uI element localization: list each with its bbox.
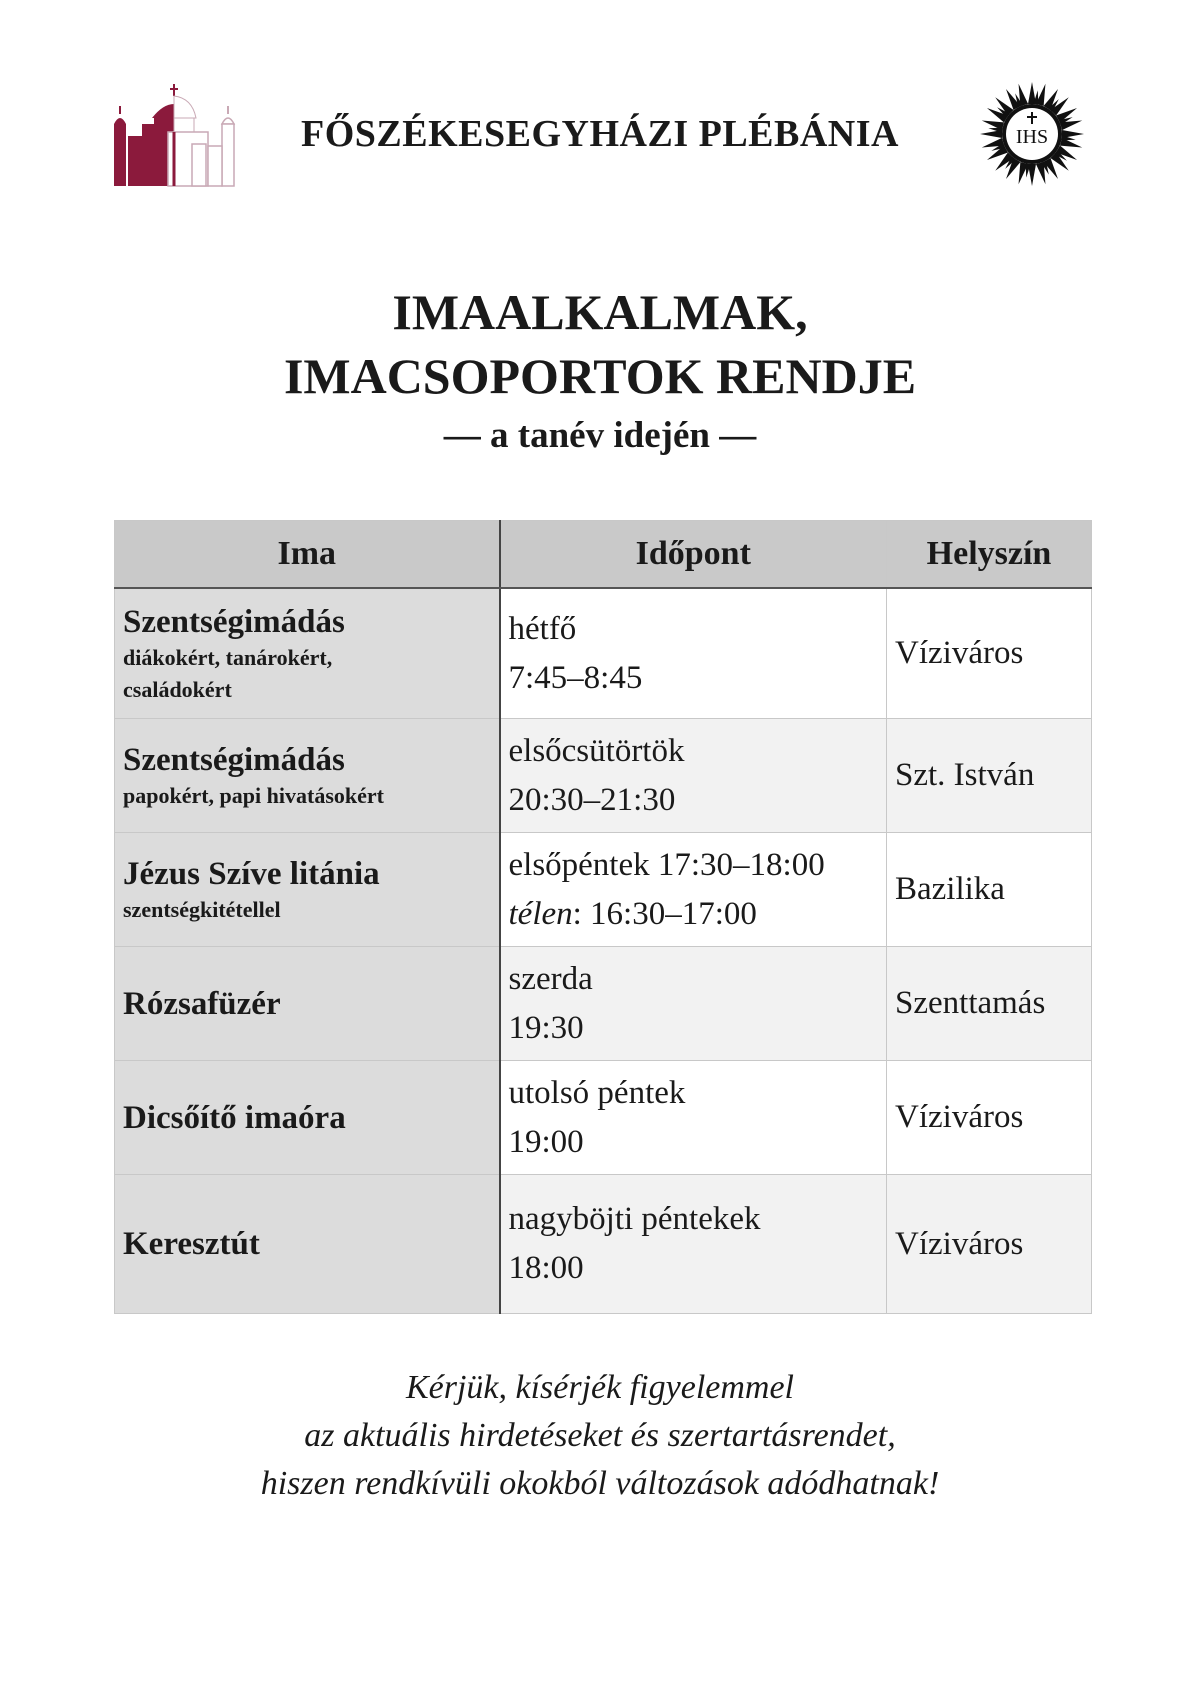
prayer-note: szentségkitétellel [123, 896, 281, 922]
table-row [115, 1175, 1092, 1314]
column-header-place: Helyszín [887, 521, 1092, 589]
parish-name: FŐSZÉKESEGYHÁZI PLÉBÁNIA [301, 113, 899, 155]
prayer-schedule-table [114, 520, 1092, 1314]
prayer-note: diákokért, tanárokért, [123, 644, 333, 670]
page-title-line-1: IMAALKALMAK, [392, 284, 808, 340]
prayer-cell [115, 1175, 500, 1314]
place-cell: Víziváros [887, 588, 1092, 719]
time-cell [500, 588, 887, 719]
time-line: szerda [508, 960, 593, 997]
time-cell [500, 1175, 887, 1314]
time-line: 20:30–21:30 [508, 781, 676, 818]
table-row [115, 1061, 1092, 1175]
time-line: 18:00 [508, 1250, 584, 1286]
time-cell [500, 1061, 887, 1175]
page-title-line-2: IMACSOPORTOK RENDJE [283, 348, 917, 404]
prayer-name: Jézus Szíve litánia [123, 855, 380, 892]
notice-line: az aktuális hirdetéseket és szertartásrendet, [304, 1417, 896, 1454]
prayer-name: Szentségimádás [123, 741, 345, 778]
column-header-time: Időpont [500, 521, 887, 589]
time-season-value: : 16:30–17:00 [572, 895, 757, 932]
time-line: nagyböjti péntekek [508, 1201, 761, 1237]
column-header-prayer: Ima [115, 521, 500, 589]
notice-line: Kérjük, kísérjék figyelemmel [405, 1369, 794, 1406]
page-header [0, 0, 1200, 230]
prayer-cell [115, 833, 500, 947]
place-cell: Víziváros [887, 1061, 1092, 1175]
table-header-row [115, 521, 1092, 589]
notice-line: hiszen rendkívüli okokból változások adódhatnak! [260, 1465, 940, 1502]
time-line: utolsó péntek [508, 1074, 686, 1111]
table-row [115, 588, 1092, 719]
prayer-name: Rózsafüzér [123, 985, 281, 1022]
time-cell [500, 833, 887, 947]
time-cell [500, 947, 887, 1061]
ihs-sunburst-icon [978, 80, 1086, 188]
prayer-cell [115, 947, 500, 1061]
place-cell: Víziváros [887, 1175, 1092, 1314]
table-row [115, 947, 1092, 1061]
time-line: elsőpéntek 17:30–18:00 [508, 846, 825, 883]
church-logo-icon [112, 84, 242, 192]
time-line: 19:00 [508, 1123, 584, 1160]
time-line: elsőcsütörtök [508, 732, 685, 769]
ihs-text: IHS [1015, 126, 1049, 148]
time-line [509, 890, 887, 939]
title-block [0, 280, 1200, 462]
prayer-name: Keresztút [123, 1226, 260, 1262]
place-cell: Bazilika [887, 833, 1092, 947]
page-subtitle: — a tanév idején — [443, 415, 757, 456]
prayer-name: Dicsőítő imaóra [123, 1099, 346, 1136]
prayer-cell [115, 1061, 500, 1175]
notice-text [0, 1364, 1200, 1508]
prayer-cell [115, 588, 500, 719]
prayer-cell [115, 719, 500, 833]
time-line: 19:30 [508, 1009, 584, 1046]
prayer-note: családokért [123, 676, 232, 702]
prayer-note: papokért, papi hivatásokért [123, 782, 384, 808]
time-cell [500, 719, 887, 833]
time-line: 7:45–8:45 [508, 659, 643, 696]
place-cell: Szt. István [887, 719, 1092, 833]
table-row [115, 719, 1092, 833]
table-row [115, 833, 1092, 947]
time-line: hétfő [508, 610, 577, 647]
time-season-label: télen [508, 895, 573, 932]
prayer-name: Szentségimádás [123, 603, 345, 640]
place-cell: Szenttamás [887, 947, 1092, 1061]
